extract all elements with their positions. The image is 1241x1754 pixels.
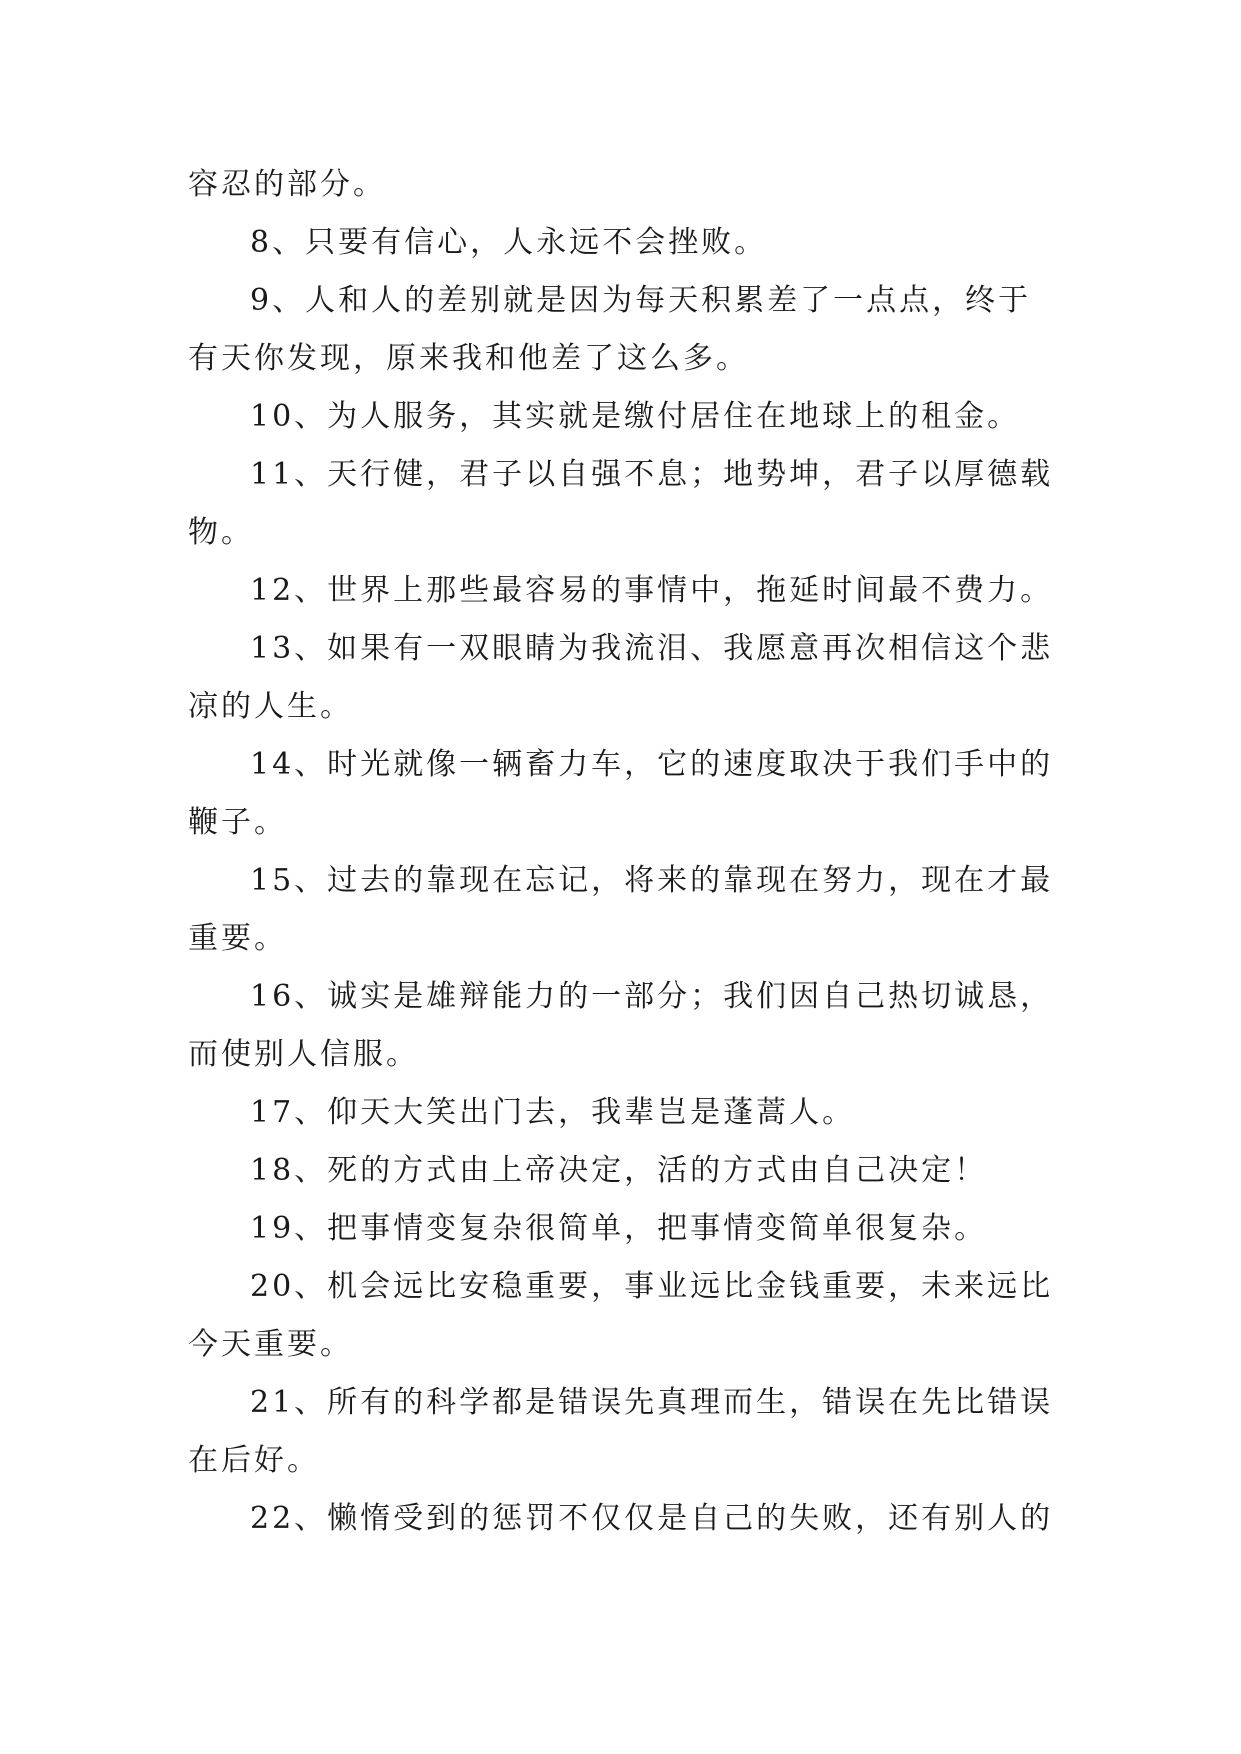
- document-body: [188, 156, 1058, 1548]
- text-line: 11、天行健，君子以自强不息；地势坤，君子以厚德载: [250, 457, 1054, 492]
- text-line: 8、只要有信心，人永远不会挫败。: [250, 225, 768, 260]
- text-line: 18、死的方式由上帝决定，活的方式由自己决定！: [250, 1153, 988, 1188]
- text-line: 22、懒惰受到的惩罚不仅仅是自己的失败，还有别人的: [250, 1501, 1054, 1536]
- text-line: 19、把事情变复杂很简单，把事情变简单很复杂。: [250, 1211, 988, 1246]
- text-line: 而使别人信服。: [188, 1037, 419, 1072]
- text-line: 20、机会远比安稳重要，事业远比金钱重要，未来远比: [250, 1269, 1054, 1304]
- text-line: 17、仰天大笑出门去，我辈岂是蓬蒿人。: [250, 1095, 856, 1130]
- text-line: 15、过去的靠现在忘记，将来的靠现在努力，现在才最: [250, 863, 1054, 898]
- text-line: 21、所有的科学都是错误先真理而生，错误在先比错误: [250, 1385, 1054, 1420]
- text-line: 有天你发现，原来我和他差了这么多。: [188, 341, 749, 376]
- text-line: 9、人和人的差别就是因为每天积累差了一点点，终于: [250, 283, 1032, 318]
- text-line: 在后好。: [188, 1443, 320, 1478]
- text-line: 物。: [188, 515, 254, 550]
- text-line: 凉的人生。: [188, 689, 353, 724]
- text-line: 14、时光就像一辆畜力车，它的速度取决于我们手中的: [250, 747, 1054, 782]
- text-line: 容忍的部分。: [188, 167, 386, 202]
- text-line: 10、为人服务，其实就是缴付居住在地球上的租金。: [250, 399, 1021, 434]
- text-line: 今天重要。: [188, 1327, 353, 1362]
- text-line: 12、世界上那些最容易的事情中，拖延时间最不费力。: [250, 573, 1054, 608]
- text-line: 重要。: [188, 921, 287, 956]
- text-line: 鞭子。: [188, 805, 287, 840]
- text-line: 16、诚实是雄辩能力的一部分；我们因自己热切诚恳，: [250, 979, 1054, 1014]
- text-line: 13、如果有一双眼睛为我流泪、我愿意再次相信这个悲: [250, 631, 1054, 666]
